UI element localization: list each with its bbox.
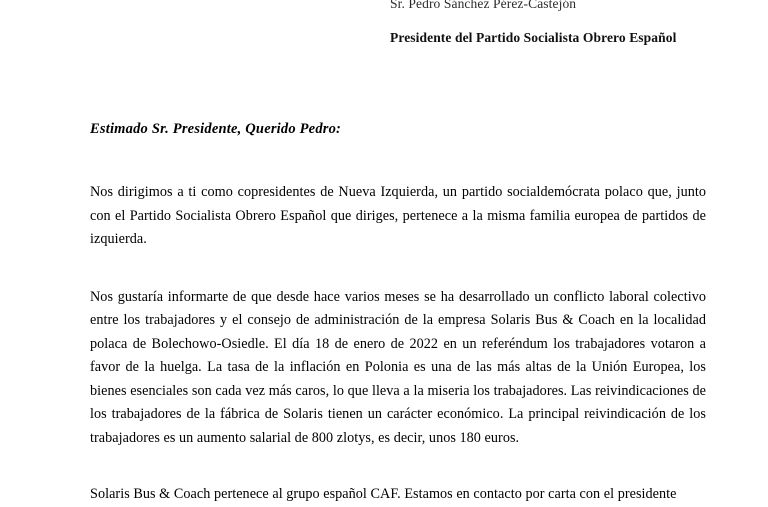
addressee-name: Sr. Pedro Sánchez Pérez-Castejón: [390, 0, 577, 11]
letter-paragraph-1: Nos dirigimos a ti como copresidentes de Nueva Izquierda, un partido socialdemócrata polaco que, junto con el Partido Socialista Obrero Español que diriges, pertenece a la misma familia europea de partidos de izquierda.: [90, 184, 706, 247]
letter-paragraph-2: Nos gustaría informarte de que desde hace varios meses se ha desarrollado un conflicto laboral colectivo entre los trabajadores y el consejo de administración de la empresa Solaris Bus & Coach en la localidad polaca de Bolechowo-Osiedle. El día 18 de enero de 2022 en un referéndum los trabajadores votaron a favor de la huelga. La tasa de la inflación en Polonia es una de las más altas de la Unión Europea, los bienes esenciales son cada vez más caros, lo que lleva a la miseria los trabajadores. Las reivindicaciones de los trabajadores de la fábrica de Solaris tienen un carácter económico. La principal reivindicación de los trabajadores es un aumento salarial de 800 zlotys, es decir, unos 180 euros.: [90, 288, 706, 446]
letter-addressee-block: [0, 0, 768, 47]
addressee-title: Presidente del Partido Socialista Obrero Español: [390, 30, 677, 45]
letter-paragraph-3: Solaris Bus & Coach pertenece al grupo español CAF. Estamos en contacto por carta con el presidente: [90, 486, 677, 502]
letter-salutation: Estimado Sr. Presidente, Querido Pedro:: [90, 121, 342, 137]
